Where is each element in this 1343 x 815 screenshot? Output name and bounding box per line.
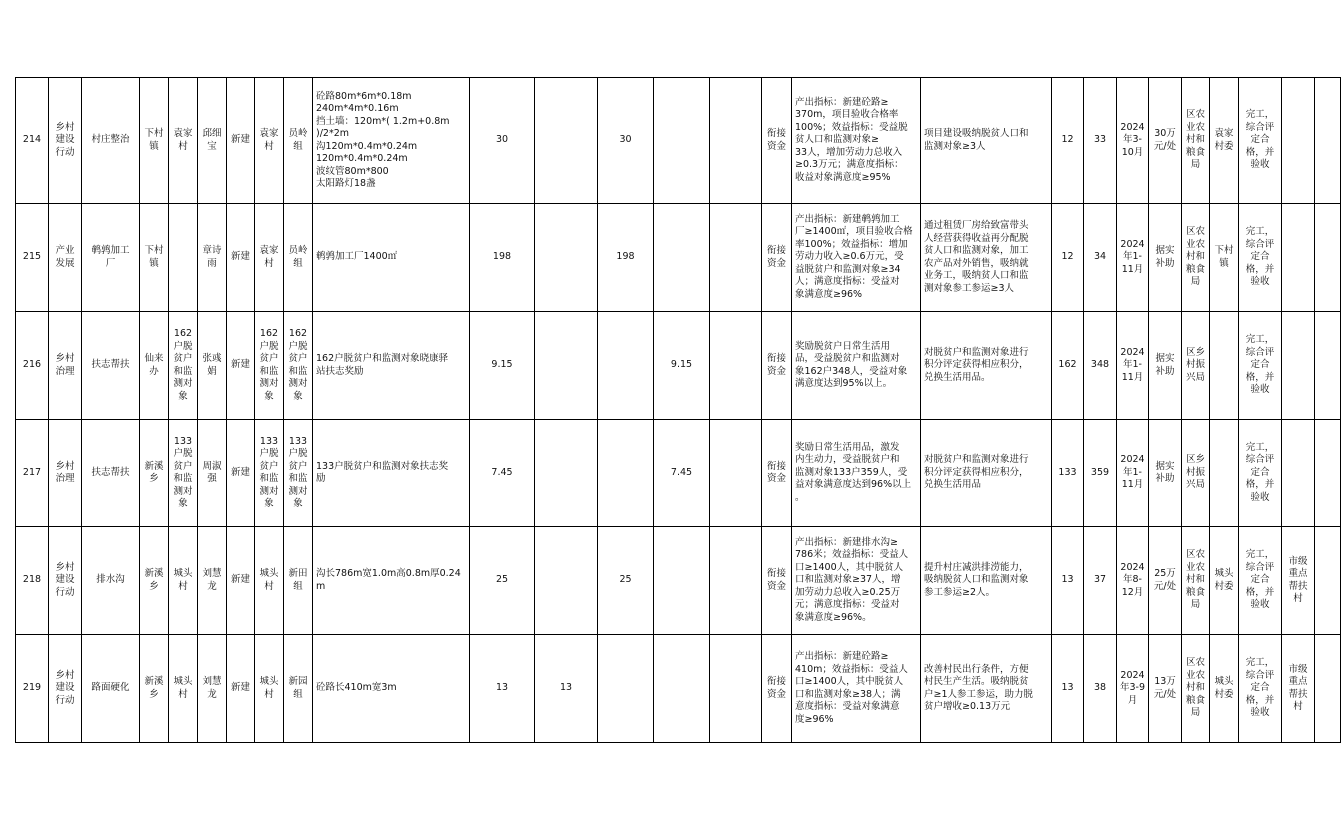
village-cell: 城头 村 [169, 635, 198, 743]
funding-source-cell: 衔接 资金 [762, 527, 792, 635]
subsidy-standard-cell: 据实 补助 [1149, 204, 1182, 312]
implementer-cell: 城头 村委 [1210, 635, 1239, 743]
table-row [16, 420, 1341, 527]
people-cell: 359 [1084, 420, 1117, 527]
category-cell: 乡村 建设 行动 [49, 78, 82, 204]
fund-col4-cell [710, 635, 762, 743]
fund-col1-cell [535, 204, 598, 312]
remark-cell: 市级 重点 帮扶 村 [1282, 527, 1315, 635]
build-type-cell: 新建 [227, 527, 255, 635]
category-cell: 乡村 治理 [49, 420, 82, 527]
village-cell: 城头 村 [169, 527, 198, 635]
town-cell: 下村 镇 [140, 78, 169, 204]
benefit-mechanism-cell: 对脱贫户和监测对象进行 积分评定获得相应积分， 兑换生活用品。 [921, 312, 1052, 420]
people-cell: 33 [1084, 78, 1117, 204]
row-number: 217 [16, 420, 49, 527]
extra-cell [1315, 78, 1341, 204]
performance-indicators-cell: 产出指标：新建砼路≥ 370m，项目验收合格率 100%；效益指标：受益脱 贫人口和监测对象≥ 33人，增加劳动力总收入 ≥0.3万元；满意度指标： 收益对象满意度≥95% [792, 78, 921, 204]
row-number: 215 [16, 204, 49, 312]
location-village-cell: 袁家 村 [255, 204, 284, 312]
construction-content-cell: 162户脱贫户和监测对象晓康驿 站扶志奖励 [313, 312, 470, 420]
total-investment-cell: 7.45 [470, 420, 535, 527]
remark-cell [1282, 312, 1315, 420]
fund-col3-cell [654, 204, 710, 312]
benefit-mechanism-cell: 通过租赁厂房给致富带头 人经营获得收益再分配脱 贫人口和监测对象，加工 农产品对外销售，吸纳就 业务工，吸纳贫人口和监 测对象参工参运≥3人 [921, 204, 1052, 312]
village-cell: 袁家 村 [169, 78, 198, 204]
construction-content-cell: 133户脱贫户和监测对象扶志奖 励 [313, 420, 470, 527]
build-type-cell: 新建 [227, 204, 255, 312]
households-cell: 162 [1052, 312, 1084, 420]
location-village-cell: 162 户脱 贫户 和监 测对 象 [255, 312, 284, 420]
town-cell: 新溪 乡 [140, 420, 169, 527]
implementer-cell [1210, 420, 1239, 527]
extra-cell [1315, 312, 1341, 420]
households-cell: 13 [1052, 635, 1084, 743]
village-cell: 133 户脱 贫户 和监 测对 象 [169, 420, 198, 527]
town-cell: 仙来 办 [140, 312, 169, 420]
table-row [16, 78, 1341, 204]
people-cell: 37 [1084, 527, 1117, 635]
benefit-mechanism-cell: 改善村民出行条件，方便 村民生产生活。吸纳脱贫 户≥1人参工参运，助力脱 贫户增收≥0.13万元 [921, 635, 1052, 743]
department-cell: 区农 业农 村和 粮食 局 [1182, 78, 1210, 204]
fund-col3-cell [654, 78, 710, 204]
row-number: 216 [16, 312, 49, 420]
households-cell: 12 [1052, 204, 1084, 312]
category-cell: 产业 发展 [49, 204, 82, 312]
period-cell: 2024 年1- 11月 [1117, 204, 1149, 312]
acceptance-cell: 完工， 综合评 定合 格，并 验收 [1239, 204, 1282, 312]
implementer-cell: 袁家 村委 [1210, 78, 1239, 204]
project-table [15, 77, 1341, 743]
people-cell: 348 [1084, 312, 1117, 420]
construction-content-cell: 沟长786m宽1.0m高0.8m厚0.24m [313, 527, 470, 635]
fund-col2-cell: 25 [598, 527, 654, 635]
total-investment-cell: 9.15 [470, 312, 535, 420]
performance-indicators-cell: 奖励脱贫户日常生活用 品，受益脱贫户和监测对 象162户348人，受益对象 满意度达到95%以上。 [792, 312, 921, 420]
location-group-cell: 新园 组 [284, 635, 313, 743]
location-group-cell: 员岭 组 [284, 204, 313, 312]
fund-col3-cell: 9.15 [654, 312, 710, 420]
table-row [16, 204, 1341, 312]
extra-cell [1315, 204, 1341, 312]
benefit-mechanism-cell: 提升村庄减洪排涝能力， 吸纳脱贫人口和监测对象 参工参运≥2人。 [921, 527, 1052, 635]
total-investment-cell: 198 [470, 204, 535, 312]
period-cell: 2024 年8- 12月 [1117, 527, 1149, 635]
funding-source-cell: 衔接 资金 [762, 635, 792, 743]
implementer-cell: 下村 镇 [1210, 204, 1239, 312]
project-name-cell: 排水沟 [82, 527, 140, 635]
remark-cell [1282, 420, 1315, 527]
fund-col4-cell [710, 420, 762, 527]
fund-col1-cell [535, 527, 598, 635]
acceptance-cell: 完工， 综合评 定合 格，并 验收 [1239, 420, 1282, 527]
fund-col1-cell: 13 [535, 635, 598, 743]
build-type-cell: 新建 [227, 635, 255, 743]
category-cell: 乡村 建设 行动 [49, 527, 82, 635]
people-cell: 38 [1084, 635, 1117, 743]
contact-person-cell: 邱细 宝 [198, 78, 227, 204]
fund-col3-cell: 7.45 [654, 420, 710, 527]
department-cell: 区农 业农 村和 粮食 局 [1182, 527, 1210, 635]
department-cell: 区乡 村振 兴局 [1182, 420, 1210, 527]
households-cell: 13 [1052, 527, 1084, 635]
project-name-cell: 路面硬化 [82, 635, 140, 743]
benefit-mechanism-cell: 对脱贫户和监测对象进行 积分评定获得相应积分， 兑换生活用品 [921, 420, 1052, 527]
location-village-cell: 城头 村 [255, 527, 284, 635]
performance-indicators-cell: 产出指标：新建鹌鹑加工 厂≥1400㎡，项目验收合格 率100%；效益指标：增加 劳动力收入≥0.6万元，受 益脱贫户和监测对象≥34 人；满意度指标：受益对 象满意度≥96% [792, 204, 921, 312]
extra-cell [1315, 635, 1341, 743]
benefit-mechanism-cell: 项目建设吸纳脱贫人口和 监测对象≥3人 [921, 78, 1052, 204]
total-investment-cell: 25 [470, 527, 535, 635]
performance-indicators-cell: 产出指标：新建排水沟≥ 786米；效益指标：受益人 口≥1400人，其中脱贫人 口和监测对象≥37人，增 加劳动力总收入≥0.25万 元；满意度指标：受益对 象满意度≥96%。 [792, 527, 921, 635]
extra-cell [1315, 527, 1341, 635]
subsidy-standard-cell: 据实 补助 [1149, 420, 1182, 527]
category-cell: 乡村 治理 [49, 312, 82, 420]
row-number: 219 [16, 635, 49, 743]
department-cell: 区农 业农 村和 粮食 局 [1182, 204, 1210, 312]
contact-person-cell: 周淑 强 [198, 420, 227, 527]
subsidy-standard-cell: 30万 元/处 [1149, 78, 1182, 204]
funding-source-cell: 衔接 资金 [762, 204, 792, 312]
remark-cell [1282, 204, 1315, 312]
performance-indicators-cell: 奖励日常生活用品，激发 内生动力，受益脱贫户和 监测对象133户359人，受 益对象满意度达到96%以上 。 [792, 420, 921, 527]
subsidy-standard-cell: 13万 元/处 [1149, 635, 1182, 743]
town-cell: 新溪 乡 [140, 635, 169, 743]
construction-content-cell: 鹌鹑加工厂1400㎡ [313, 204, 470, 312]
period-cell: 2024 年1- 11月 [1117, 420, 1149, 527]
location-village-cell: 城头 村 [255, 635, 284, 743]
acceptance-cell: 完工， 综合评 定合 格，并 验收 [1239, 78, 1282, 204]
fund-col2-cell [598, 635, 654, 743]
location-group-cell: 162 户脱 贫户 和监 测对 象 [284, 312, 313, 420]
total-investment-cell: 13 [470, 635, 535, 743]
people-cell: 34 [1084, 204, 1117, 312]
town-cell: 新溪 乡 [140, 527, 169, 635]
row-number: 218 [16, 527, 49, 635]
fund-col1-cell [535, 78, 598, 204]
project-name-cell: 村庄整治 [82, 78, 140, 204]
performance-indicators-cell: 产出指标：新建砼路≥ 410m；效益指标：受益人 口≥1400人，其中脱贫人 口和监测对象≥38人；满 意度指标：受益对象满意 度≥96% [792, 635, 921, 743]
build-type-cell: 新建 [227, 312, 255, 420]
fund-col4-cell [710, 312, 762, 420]
location-group-cell: 新田 组 [284, 527, 313, 635]
extra-cell [1315, 420, 1341, 527]
fund-col3-cell [654, 635, 710, 743]
implementer-cell [1210, 312, 1239, 420]
village-cell: 162 户脱 贫户 和监 测对 象 [169, 312, 198, 420]
project-name-cell: 扶志帮扶 [82, 312, 140, 420]
table-row [16, 312, 1341, 420]
village-cell [169, 204, 198, 312]
funding-source-cell: 衔接 资金 [762, 420, 792, 527]
total-investment-cell: 30 [470, 78, 535, 204]
project-name-cell: 扶志帮扶 [82, 420, 140, 527]
acceptance-cell: 完工， 综合评 定合 格，并 验收 [1239, 635, 1282, 743]
department-cell: 区乡 村振 兴局 [1182, 312, 1210, 420]
remark-cell: 市级 重点 帮扶 村 [1282, 635, 1315, 743]
funding-source-cell: 衔接 资金 [762, 78, 792, 204]
fund-col2-cell [598, 312, 654, 420]
town-cell: 下村 镇 [140, 204, 169, 312]
period-cell: 2024 年3- 10月 [1117, 78, 1149, 204]
period-cell: 2024 年3-9 月 [1117, 635, 1149, 743]
build-type-cell: 新建 [227, 420, 255, 527]
fund-col2-cell: 30 [598, 78, 654, 204]
category-cell: 乡村 建设 行动 [49, 635, 82, 743]
households-cell: 12 [1052, 78, 1084, 204]
fund-col4-cell [710, 527, 762, 635]
location-village-cell: 133 户脱 贫户 和监 测对 象 [255, 420, 284, 527]
fund-col2-cell: 198 [598, 204, 654, 312]
households-cell: 133 [1052, 420, 1084, 527]
location-village-cell: 袁家 村 [255, 78, 284, 204]
acceptance-cell: 完工， 综合评 定合 格，并 验收 [1239, 527, 1282, 635]
fund-col1-cell [535, 420, 598, 527]
period-cell: 2024 年1- 11月 [1117, 312, 1149, 420]
fund-col4-cell [710, 204, 762, 312]
build-type-cell: 新建 [227, 78, 255, 204]
construction-content-cell: 砼路长410m宽3m [313, 635, 470, 743]
row-number: 214 [16, 78, 49, 204]
table-row [16, 635, 1341, 743]
table-row [16, 527, 1341, 635]
fund-col1-cell [535, 312, 598, 420]
acceptance-cell: 完工， 综合评 定合 格，并 验收 [1239, 312, 1282, 420]
department-cell: 区农 业农 村和 粮食 局 [1182, 635, 1210, 743]
location-group-cell: 员岭 组 [284, 78, 313, 204]
contact-person-cell: 刘慧 龙 [198, 635, 227, 743]
contact-person-cell: 张彧 娟 [198, 312, 227, 420]
fund-col4-cell [710, 78, 762, 204]
fund-col3-cell [654, 527, 710, 635]
location-group-cell: 133 户脱 贫户 和监 测对 象 [284, 420, 313, 527]
contact-person-cell: 刘慧 龙 [198, 527, 227, 635]
project-name-cell: 鹌鹑加工 厂 [82, 204, 140, 312]
construction-content-cell: 砼路80m*6m*0.18m 240m*4m*0.16m 挡土墙：120m*( 1.2m+0.8m )/2*2m 沟120m*0.4m*0.24m 120m*0.4m*0.24m 波纹管80m*800 太阳路灯18盏 [313, 78, 470, 204]
subsidy-standard-cell: 25万 元/处 [1149, 527, 1182, 635]
funding-source-cell: 衔接 资金 [762, 312, 792, 420]
implementer-cell: 城头 村委 [1210, 527, 1239, 635]
fund-col2-cell [598, 420, 654, 527]
subsidy-standard-cell: 据实 补助 [1149, 312, 1182, 420]
contact-person-cell: 章诗 雨 [198, 204, 227, 312]
remark-cell [1282, 78, 1315, 204]
